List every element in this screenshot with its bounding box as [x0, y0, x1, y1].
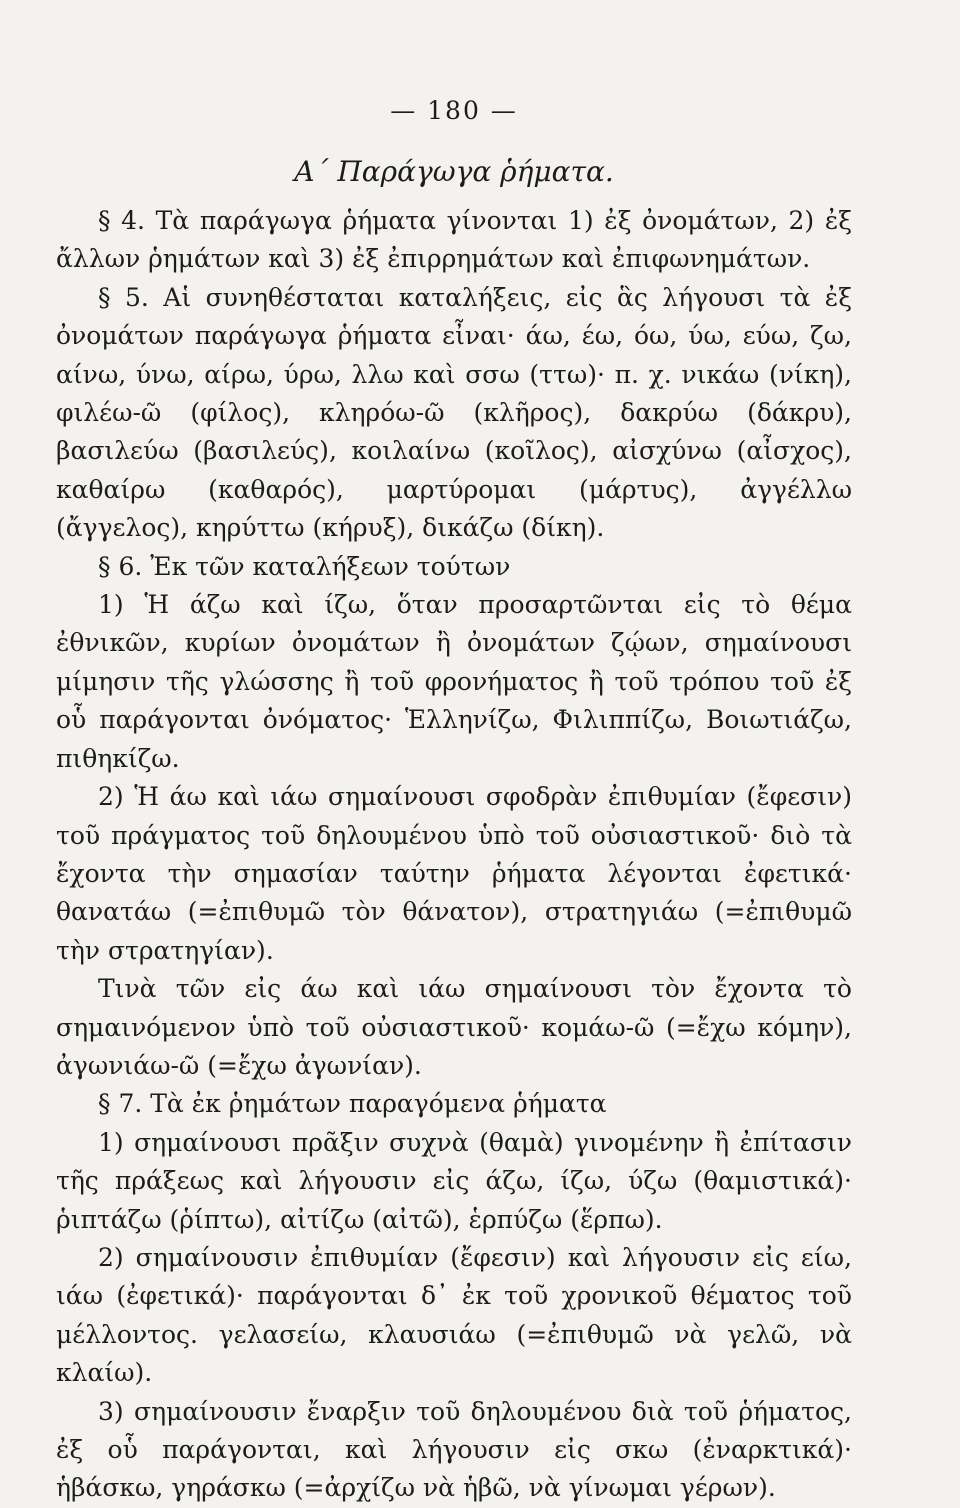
paragraph-section-6-item-2: 2) Ἡ άω καὶ ιάω σημαίνουσι σφοδρὰν ἐπιθυμίαν (ἔφεσιν) τοῦ πράγματος τοῦ δηλουμένου ὑπὸ τοῦ οὐσιαστικοῦ· διὸ τὰ ἔχοντα τὴν σημασίαν ταύτην ῥήματα λέγονται ἐφετικά· θανατάω (=ἐπιθυμῶ τὸν θάνατον), στρατηγιάω (=ἐπιθυμῶ τὴν στρατηγίαν).: [56, 782, 852, 965]
paragraph-section-6-note: Τινὰ τῶν εἰς άω καὶ ιάω σημαίνουσι τὸν ἔχοντα τὸ σημαινόμενον ὑπὸ τοῦ οὐσιαστικοῦ· κομάω-ῶ (=ἔχω κόμην), ἀγωνιάω-ῶ (=ἔχω ἀγωνίαν).: [56, 974, 852, 1080]
paragraph-section-6-item-1: 1) Ἡ άζω καὶ ίζω, ὅταν προσαρτῶνται εἰς τὸ θέμα ἐθνικῶν, κυρίων ὀνομάτων ἢ ὀνομάτων ζῴων, σημαίνουσι μίμησιν τῆς γλώσσης ἢ τοῦ φρονήματος ἢ τοῦ τρόπου τοῦ ἐξ οὗ παράγονται ὀνόματος· Ἑλληνίζω, Φιλιππίζω, Βοιωτιάζω, πιθηκίζω.: [56, 590, 852, 773]
paragraph-section-7-item-2: 2) σημαίνουσιν ἐπιθυμίαν (ἔφεσιν) καὶ λήγουσιν εἰς είω, ιάω (ἐφετικά)· παράγονται δ᾽ ἐκ τοῦ χρονικοῦ θέματος τοῦ μέλλοντος. γελασείω, κλαυσιάω (=ἐπιθυμῶ νὰ γελῶ, νὰ κλαίω).: [56, 1242, 852, 1388]
page-number: — 180 —: [390, 96, 518, 125]
paragraph-section-7-item-1: 1) σημαίνουσι πρᾶξιν συχνὰ (θαμὰ) γινομένην ἢ ἐπίτασιν τῆς πράξεως καὶ λήγουσιν εἰς άζω, ίζω, ύζω (θαμιστικά)· ῥιπτάζω (ῥίπτω), αἰτίζω (αἰτῶ), ἑρπύζω (ἕρπω).: [56, 1127, 852, 1234]
paragraph-section-5: § 5. Αἱ συνηθέσταται καταλήξεις, εἰς ἃς λήγουσι τὰ ἐξ ὀνομάτων παράγωγα ῥήματα εἶναι· άω, έω, όω, ύω, εύω, ζω, αίνω, ύνω, αίρω, ύρω, λλω καὶ σσω (ττω)· π. χ. νικάω (νίκη), φιλέω-ῶ (φίλος), κληρόω-ῶ (κλῆρος), δακρύω (δάκρυ), βασιλεύω (βασιλεύς), κοιλαίνω (κοῖλος), αἰσχύνω (αἶσχος), καθαίρω (καθαρός), μαρτύρομαι (μάρτυς), ἀγγέλλω (ἄγγελος), κηρύττω (κήρυξ), δικάζω (δίκη).: [56, 282, 852, 543]
paragraph-section-7-item-3: 3) σημαίνουσιν ἔναρξιν τοῦ δηλουμένου διὰ τοῦ ῥήματος, ἐξ οὗ παράγονται, καὶ λήγουσιν εἰς σκω (ἐναρκτικά)· ἡβάσκω, γηράσκω (=ἀρχίζω νὰ ἡβῶ, νὰ γίνωμαι γέρων).: [56, 1396, 852, 1503]
paragraph-section-7-intro: § 7. Τὰ ἐκ ῥημάτων παραγόμενα ῥήματα: [98, 1089, 607, 1119]
section-heading: Α΄ Παράγωγα ῥήματα.: [294, 155, 614, 188]
paragraph-section-6-intro: § 6. Ἐκ τῶν καταλήξεων τούτων: [98, 551, 511, 581]
paragraph-section-4: § 4. Τὰ παράγωγα ῥήματα γίνονται 1) ἐξ ὀνομάτων, 2) ἐξ ἄλλων ῥημάτων καὶ 3) ἐξ ἐπιρρημάτων καὶ ἐπιφωνημάτων.: [56, 206, 852, 274]
